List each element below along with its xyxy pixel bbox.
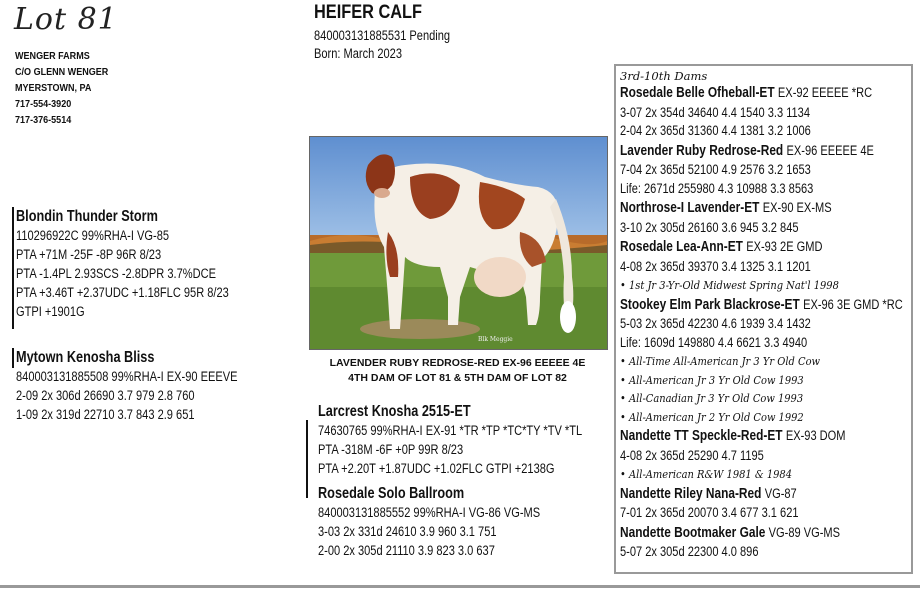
ancestor-classification: EX-96 EEEEE 4E <box>786 142 874 158</box>
dam-ancestor-name <box>620 237 859 258</box>
animal-title: HEIFER CALF <box>314 2 423 23</box>
owner-info <box>15 48 108 128</box>
ancestor-award: • All-American R&W 1981 & 1984 <box>620 467 792 481</box>
owner-phone: 717-554-3920 <box>15 98 72 110</box>
ancestor-record: 5-07 2x 305d 22300 4.0 896 <box>620 544 759 559</box>
sire-line: PTA +71M -25F -8P 96R 8/23 <box>16 247 162 262</box>
dams-box <box>614 64 913 574</box>
mgs-block <box>318 403 640 478</box>
sire-bar <box>12 207 15 329</box>
granddam-line: 840003131885552 99%RHA-I VG-86 VG-MS <box>318 505 541 520</box>
ancestor-classification: EX-93 DOM <box>785 428 846 443</box>
animal-id: 840003131885531 Pending <box>314 28 451 43</box>
dam-line: 840003131885508 99%RHA-I EX-90 EEEVE <box>16 369 238 384</box>
dam-ancestor-name <box>620 484 859 505</box>
ancestor-name-text: Stookey Elm Park Blackrose-ET <box>620 296 800 313</box>
ancestor-classification: EX-92 EEEEE *RC <box>777 85 873 100</box>
photo-caption-line: LAVENDER RUBY REDROSE-RED EX-96 EEEEE 4E <box>329 357 586 369</box>
granddam-line: 2-00 2x 305d 21110 3.9 823 3.0 637 <box>318 543 495 558</box>
ancestor-classification: VG-87 <box>764 485 797 501</box>
dam-block <box>16 349 286 424</box>
ancestor-record: Life: 2671d 255980 4.3 10988 3.3 8563 <box>620 180 814 196</box>
ancestor-award: • All-American Jr 3 Yr Old Cow 1993 <box>620 372 804 387</box>
animal-born: Born: March 2023 <box>314 46 402 61</box>
dam-ancestor-name <box>620 295 903 316</box>
bottom-rule <box>0 585 920 588</box>
sire-line: PTA -1.4PL 2.93SCS -2.8DPR 3.7%DCE <box>16 266 216 281</box>
ancestor-name-text: Nandette Bootmaker Gale <box>620 524 766 541</box>
ancestor-record: 4-08 2x 365d 39370 3.4 1325 3.1 1201 <box>620 258 811 274</box>
ancestor-record: 3-10 2x 305d 26160 3.6 945 3.2 845 <box>620 219 799 235</box>
owner-line: MYERSTOWN, PA <box>15 82 92 94</box>
ancestor-award: • All-Canadian Jr 3 Yr Old Cow 1993 <box>620 391 804 405</box>
ancestor-award: • 1st Jr 3-Yr-Old Midwest Spring Nat'l 1998 <box>620 278 839 292</box>
lot-title: Lot 81 <box>14 2 118 37</box>
mgs-line: PTA +2.20T +1.87UDC +1.02FLC GTPI +2138G <box>318 461 555 476</box>
dam-line: 1-09 2x 319d 22710 3.7 843 2.9 651 <box>16 407 195 422</box>
cow-photo-illustration <box>310 137 607 349</box>
owner-line: WENGER FARMS <box>15 50 90 62</box>
ancestor-record: 3-07 2x 354d 34640 4.4 1540 3.3 1134 <box>620 104 810 120</box>
dam-ancestor-name <box>620 198 859 219</box>
ancestor-award: • All-Time All-American Jr 3 Yr Old Cow <box>620 354 821 368</box>
ancestor-name-text: Lavender Ruby Redrose-Red <box>620 142 784 159</box>
owner-line: C/O GLENN WENGER <box>15 66 109 78</box>
ancestor-classification: EX-96 3E GMD *RC <box>803 296 903 312</box>
sire-line: GTPI +1901G <box>16 304 85 319</box>
mgs-line: PTA -318M -6F +0P 99R 8/23 <box>318 442 464 457</box>
sire-block <box>16 208 276 321</box>
ancestor-classification: EX-90 EX-MS <box>762 200 832 215</box>
photo-caption-line: 4TH DAM OF LOT 81 & 5TH DAM OF LOT 82 <box>348 372 567 384</box>
ancestor-record: 2-04 2x 365d 31360 4.4 1381 3.2 1006 <box>620 123 811 138</box>
dam-bar <box>12 348 15 368</box>
ancestor-name-text: Rosedale Lea-Ann-ET <box>620 239 743 255</box>
sire-name: Blondin Thunder Storm <box>16 208 158 225</box>
dam-line: 2-09 2x 306d 26690 3.7 979 2.8 760 <box>16 388 195 403</box>
sire-line: 110296922C 99%RHA-I VG-85 <box>16 228 170 243</box>
ancestor-name-text: Northrose-I Lavender-ET <box>620 200 760 216</box>
photo-credit: Blk Meggie <box>478 336 513 343</box>
ancestor-record: 7-01 2x 365d 20070 3.4 677 3.1 621 <box>620 505 799 520</box>
ancestor-record: 5-03 2x 365d 42230 4.6 1939 3.4 1432 <box>620 316 811 331</box>
ancestor-award: • All-American Jr 2 Yr Old Cow 1992 <box>620 409 804 424</box>
owner-phone: 717-376-5514 <box>15 114 72 126</box>
sire-line: PTA +3.46T +2.37UDC +1.18FLC 95R 8/23 <box>16 285 229 300</box>
ancestor-name-text: Rosedale Belle Ofheball-ET <box>620 85 775 101</box>
dams-box-title: 3rd-10th Dams <box>620 69 708 83</box>
dam-name: Mytown Kenosha Bliss <box>16 349 155 366</box>
ancestor-classification: EX-93 2E GMD <box>746 239 823 254</box>
ancestor-record: Life: 1609d 149880 4.4 6621 3.3 4940 <box>620 334 808 350</box>
dam-ancestor-name <box>620 141 874 162</box>
mgs-name: Larcrest Knosha 2515-ET <box>318 403 471 420</box>
dam-ancestor-name <box>620 426 859 447</box>
granddam-block <box>318 485 589 560</box>
cow-photo <box>309 136 608 350</box>
dams-list <box>620 83 911 562</box>
dam-ancestor-name <box>620 523 859 544</box>
ancestor-name-text: Nandette Riley Nana-Red <box>620 485 762 502</box>
ancestor-record: 4-08 2x 365d 25290 4.7 1195 <box>620 447 764 463</box>
photo-caption <box>309 356 606 386</box>
granddam-line: 3-03 2x 331d 24610 3.9 960 3.1 751 <box>318 524 497 539</box>
granddam-name: Rosedale Solo Ballroom <box>318 485 465 502</box>
ancestor-classification: VG-89 VG-MS <box>768 524 841 540</box>
ancestor-name-text: Nandette TT Speckle-Red-ET <box>620 428 783 444</box>
dam-ancestor-name <box>620 83 873 104</box>
mgs-bar <box>306 420 309 498</box>
ancestor-record: 7-04 2x 365d 52100 4.9 2576 3.2 1653 <box>620 162 811 177</box>
mgs-line: 74630765 99%RHA-I EX-91 *TR *TP *TC*TY *TV *TL <box>318 423 583 438</box>
